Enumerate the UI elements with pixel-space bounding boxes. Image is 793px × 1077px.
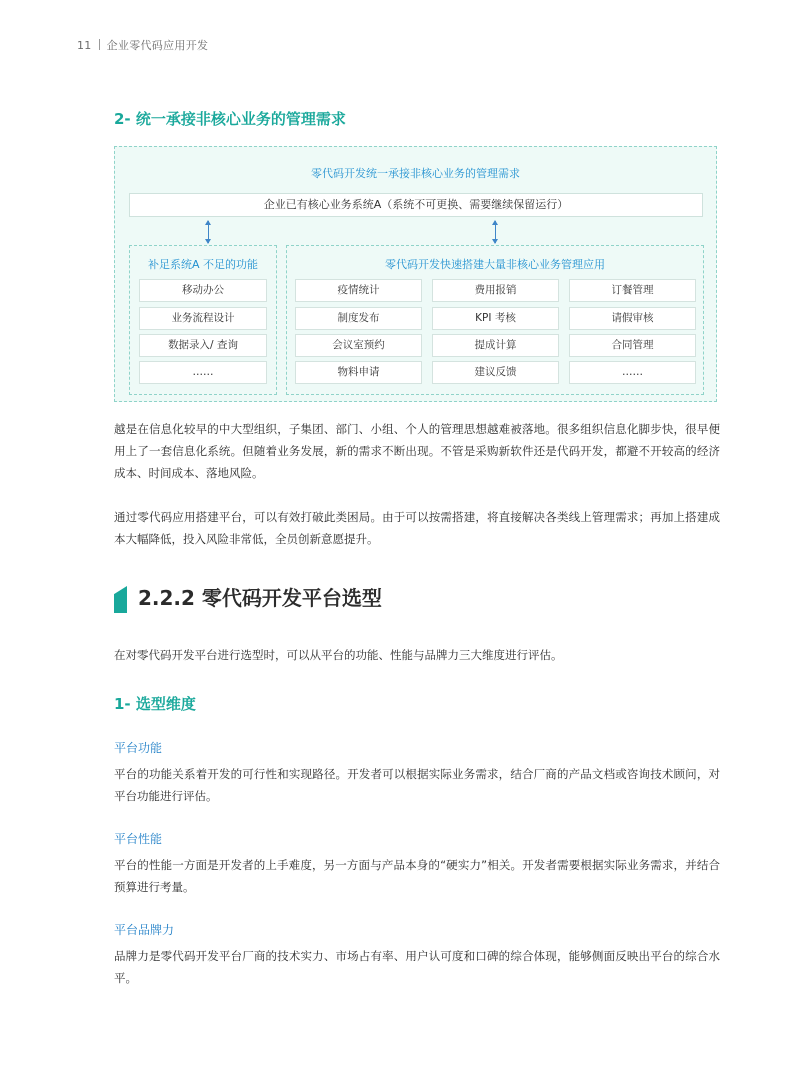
dimension-text: 平台的性能一方面是开发者的上手难度，另一方面与产品本身的“硬实力”相关。开发者需要根据实际业务需求，并结合预算进行考量。 [114, 858, 720, 894]
dimension-text: 平台的功能关系着开发的可行性和实现路径。开发者可以根据实际业务需求，结合厂商的产品文档或咨询技术顾问，对平台功能进行评估。 [114, 767, 720, 803]
right-item: 合同管理 [569, 334, 696, 357]
left-panel [129, 245, 277, 395]
page-header [77, 37, 208, 53]
right-item: 提成计算 [432, 334, 559, 357]
right-item: 费用报销 [432, 279, 559, 302]
intro-paragraph: 在对零代码开发平台进行选型时，可以从平台的功能、性能与品牌力三大维度进行评估。 [114, 648, 563, 662]
left-item: …… [139, 361, 267, 384]
right-panel-title: 零代码开发快速搭建大量非核心业务管理应用 [385, 258, 605, 271]
dimension-title: 平台性能 [114, 832, 163, 846]
right-item: 建议反馈 [432, 361, 559, 384]
diagram-title: 零代码开发统一承接非核心业务的管理需求 [311, 167, 520, 180]
right-item: 会议室预约 [295, 334, 422, 357]
left-panel-title: 补足系统A 不足的功能 [147, 258, 259, 271]
dimension-title: 平台品牌力 [114, 923, 175, 937]
left-item: 移动办公 [139, 279, 267, 302]
right-item: …… [569, 361, 696, 384]
left-item: 业务流程设计 [139, 307, 267, 330]
section-2-heading: 2- 统一承接非核心业务的管理需求 [114, 110, 346, 128]
right-panel [286, 245, 704, 395]
paragraph: 越是在信息化较早的中大型组织，子集团、部门、小组、个人的管理思想越难被落地。很多组织信息化脚步快，很早便用上了一套信息化系统。但随着业务发展，新的需求不断出现。不管是采购新软件还是代码开发，都避不开较高的经济成本、时间成本、落地风险。 [114, 422, 720, 480]
section-title: 2.2.2 零代码开发平台选型 [138, 586, 382, 610]
paragraph: 通过零代码应用搭建平台，可以有效打破此类困局。由于可以按需搭建，将直接解决各类线上管理需求；再加上搭建成本大幅降低，投入风险非常低，全员创新意愿提升。 [114, 510, 720, 546]
double-arrow-right [495, 221, 496, 243]
right-item: 疫情统计 [295, 279, 422, 302]
core-system-box: 企业已有核心业务系统A（系统不可更换、需要继续保留运行） [129, 193, 703, 217]
diagram [114, 146, 717, 402]
dimension-title: 平台功能 [114, 741, 163, 755]
double-arrow-left [208, 221, 209, 243]
right-item: 订餐管理 [569, 279, 696, 302]
document-title: 企业零代码应用开发 [106, 39, 209, 52]
right-item: 请假审核 [569, 307, 696, 330]
right-item: KPI 考核 [432, 307, 559, 330]
left-item: 数据录入/ 查询 [139, 334, 267, 357]
dimension-text: 品牌力是零代码开发平台厂商的技术实力、市场占有率、用户认可度和口碑的综合体现，能够侧面反映出平台的综合水平。 [114, 949, 720, 985]
page-number: 11 [77, 39, 92, 52]
section-1-heading: 1- 选型维度 [114, 695, 196, 713]
section-marker-icon [114, 586, 127, 613]
right-item: 制度发布 [295, 307, 422, 330]
right-item: 物料申请 [295, 361, 422, 384]
header-divider [99, 39, 100, 50]
